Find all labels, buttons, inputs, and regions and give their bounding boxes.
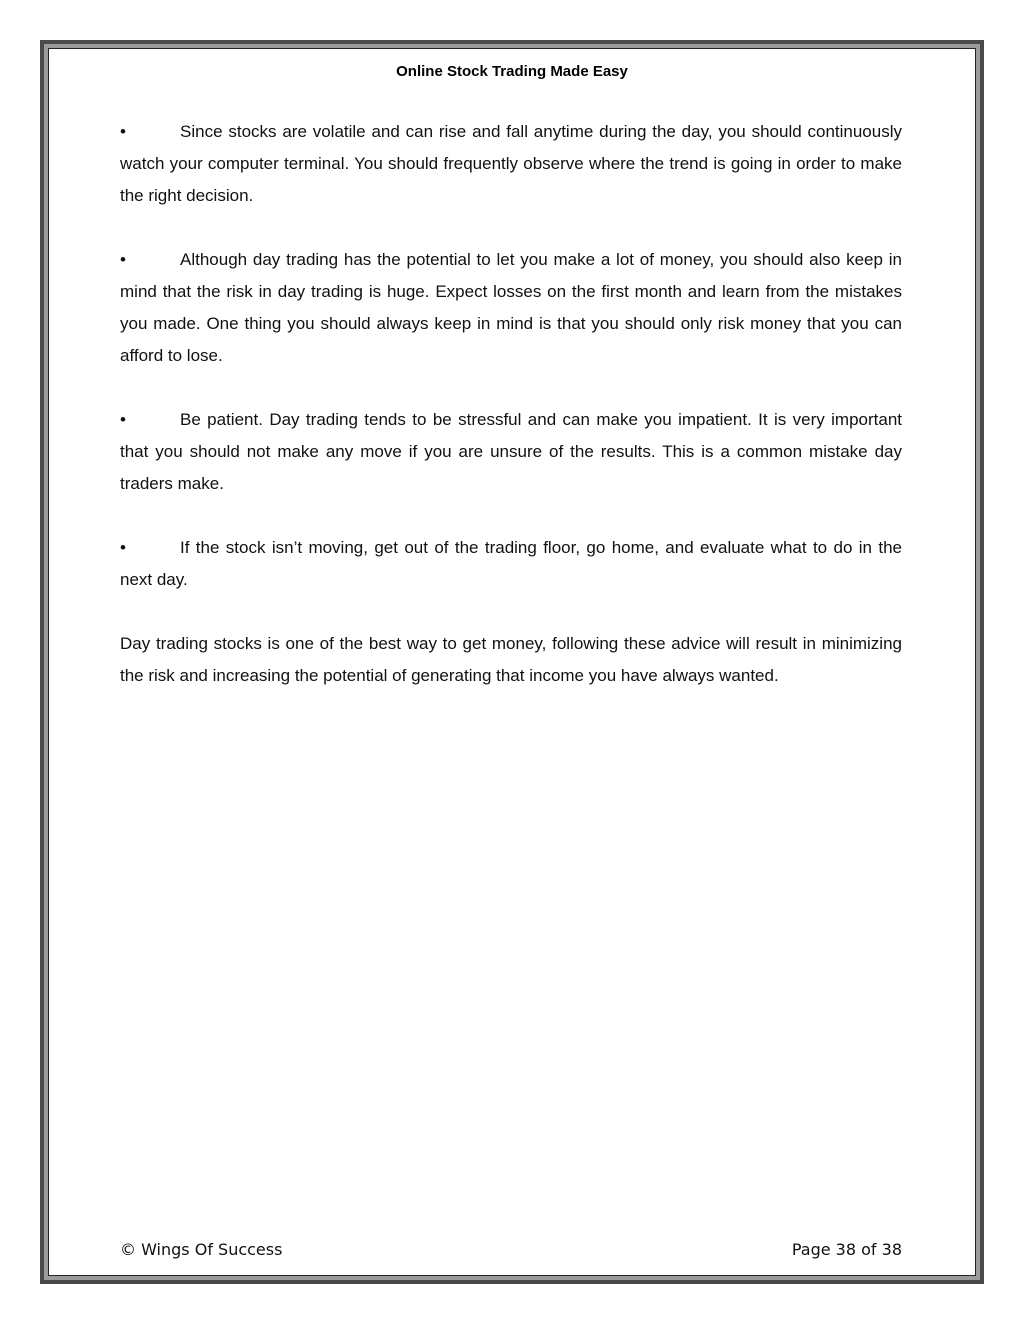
bullet-item-2 [120, 244, 902, 372]
page-border-inner [48, 48, 976, 1276]
page-border-outer [40, 40, 984, 1284]
bullet-symbol: • [120, 410, 126, 429]
bullet-text: Be patient. Day trading tends to be stressful and can make you impatient. It is very important that you should not make any move if you are unsure of the results. This is a common mistake day traders make. [120, 410, 902, 493]
bullet-symbol: • [120, 538, 126, 557]
footer-page-number: Page 38 of 38 [791, 1240, 902, 1259]
bullet-symbol: • [120, 250, 126, 269]
bullet-text: Since stocks are volatile and can rise and fall anytime during the day, you should continuously watch your computer terminal. You should frequently observe where the trend is going in order to make the right decision. [120, 122, 902, 205]
bullet-item-3 [120, 404, 902, 500]
bullet-text: If the stock isn’t moving, get out of the trading floor, go home, and evaluate what to do in the next day. [120, 538, 902, 589]
page-content [120, 116, 902, 724]
page-header-title: Online Stock Trading Made Easy [396, 63, 628, 80]
bullet-item-4 [120, 532, 902, 596]
closing-paragraph: Day trading stocks is one of the best way to get money, following these advice will result in minimizing the risk and increasing the potential of generating that income you have always wanted. [120, 634, 902, 685]
footer-copyright: © Wings Of Success [120, 1240, 283, 1259]
bullet-symbol: • [120, 122, 126, 141]
bullet-item-1 [120, 116, 902, 212]
bullet-text: Although day trading has the potential to let you make a lot of money, you should also keep in mind that the risk in day trading is huge. Expect losses on the first month and learn from the mistakes you made. One thing you should always keep in mind is that you should only risk money that you can afford to lose. [120, 250, 902, 365]
